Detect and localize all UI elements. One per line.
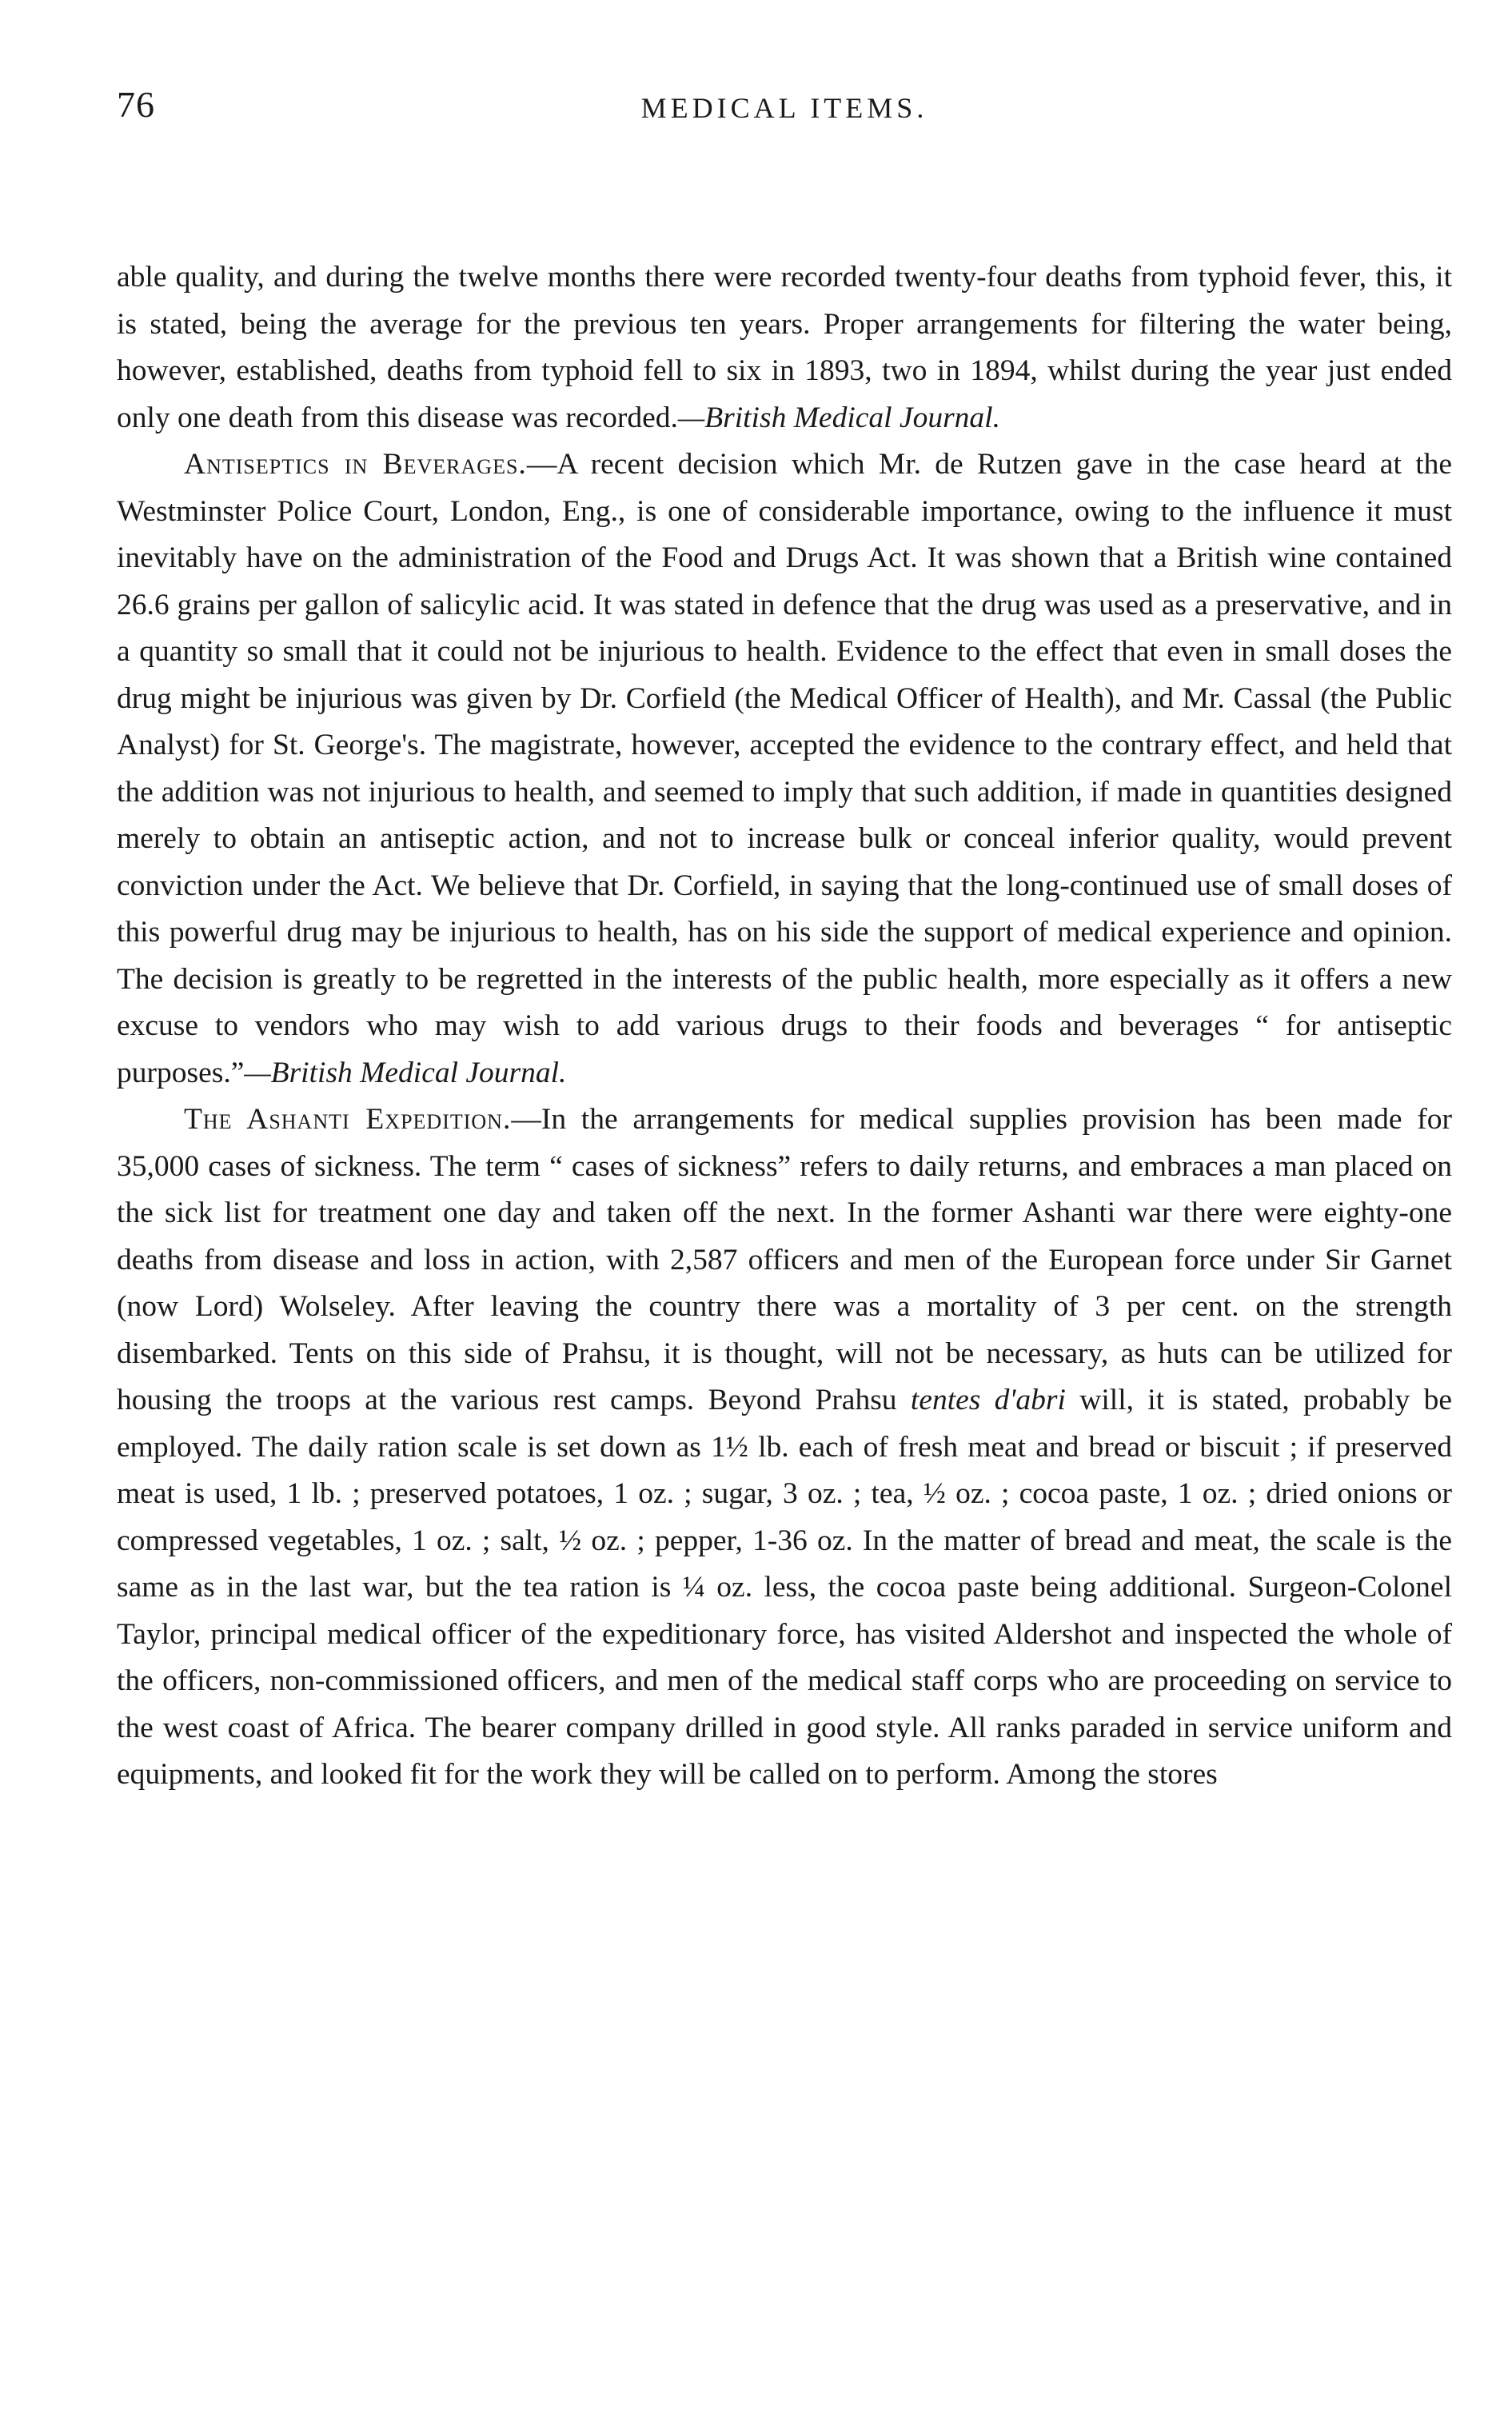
paragraph-antiseptics <box>117 441 1452 1097</box>
section-heading: Antiseptics in Beverages. <box>184 448 527 481</box>
citation: —British Medical Journal. <box>244 1056 567 1089</box>
paragraph-continuation <box>117 254 1452 441</box>
book-page <box>117 83 1452 1799</box>
paragraph-text: —In the arrangements for medical supplies provision has been made for 35,000 cases of sickness. The term “ cases of sickness” refers to daily returns, and embraces a man placed on the sick list for treatment one day and taken off the next. In the former Ashanti war there were eighty-one deaths from disease and loss in action, with 2,587 officers and men of the European force under Sir Garnet (now Lord) Wolseley. After leaving the country there was a mortality of 3 per cent. on the strength disembarked. Tents on this side of Prahsu, it is thought, will not be necessary, as huts can be utilized for housing the troops at the various rest camps. Beyond Prahsu <box>117 1103 1452 1416</box>
section-heading: The Ashanti Expedition. <box>184 1103 512 1136</box>
page-number: 76 <box>117 84 155 125</box>
running-head <box>117 83 1452 147</box>
paragraph-ashanti <box>117 1097 1452 1799</box>
running-title: MEDICAL ITEMS. <box>640 92 928 124</box>
citation: —British Medical Journal. <box>677 401 1000 434</box>
body-text <box>117 254 1452 1799</box>
paragraph-text: able quality, and during the twelve months there were recorded twenty-four deaths from typhoid fever, this, it is stated, being the average for the previous ten years. Proper arrangements for filtering the water being, however, established, deaths from typhoid fell to six in 1893, two in 1894, whilst during the year just ended only one death from this disease was recorded. <box>117 261 1452 434</box>
paragraph-text-continued: will, it is stated, probably be employed. The daily ration scale is set down as 1½ lb. each of fresh meat and bread or biscuit ; if preserved meat is used, 1 lb. ; preserved potatoes, 1 oz. ; sugar, 3 oz. ; tea, ½ oz. ; cocoa paste, 1 oz. ; dried onions or compressed vegetables, 1 oz. ; salt, ½ oz. ; pepper, 1-36 oz. In the matter of bread and meat, the scale is the same as in the last war, but the tea ration is ¼ oz. less, the cocoa paste being additional. Surgeon-Colonel Taylor, principal medical officer of the expeditionary force, has visited Aldershot and inspected the whole of the officers, non-commissioned officers, and men of the medical staff corps who are proceeding on service to the west coast of Africa. The bearer company drilled in good style. All ranks paraded in service uniform and equipments, and looked fit for the work they will be called on to perform. Among the stores <box>117 1384 1452 1791</box>
italic-phrase: tentes d'abri <box>910 1384 1066 1416</box>
paragraph-text: —A recent decision which Mr. de Rutzen gave in the case heard at the Westminster Police Court, London, Eng., is one of considerable importance, owing to the influence it must inevitably have on the administration of the Food and Drugs Act. It was shown that a British wine contained 26.6 grains per gallon of salicylic acid. It was stated in defence that the drug was used as a preservative, and in a quantity so small that it could not be injurious to health. Evidence to the effect that even in small doses the drug might be injurious was given by Dr. Corfield (the Medical Officer of Health), and Mr. Cassal (the Public Analyst) for St. George's. The magistrate, however, accepted the evidence to the contrary effect, and held that the addition was not injurious to health, and seemed to imply that such addition, if made in quantities designed merely to obtain an antiseptic action, and not to increase bulk or conceal inferior quality, would prevent conviction under the Act. We believe that Dr. Corfield, in saying that the long-continued use of small doses of this powerful drug may be injurious to health, has on his side the support of medical experience and opinion. The decision is greatly to be regretted in the interests of the public health, more especially as it offers a new excuse to vendors who may wish to add various drugs to their foods and beverages “ for antiseptic purposes.” <box>117 448 1453 1089</box>
